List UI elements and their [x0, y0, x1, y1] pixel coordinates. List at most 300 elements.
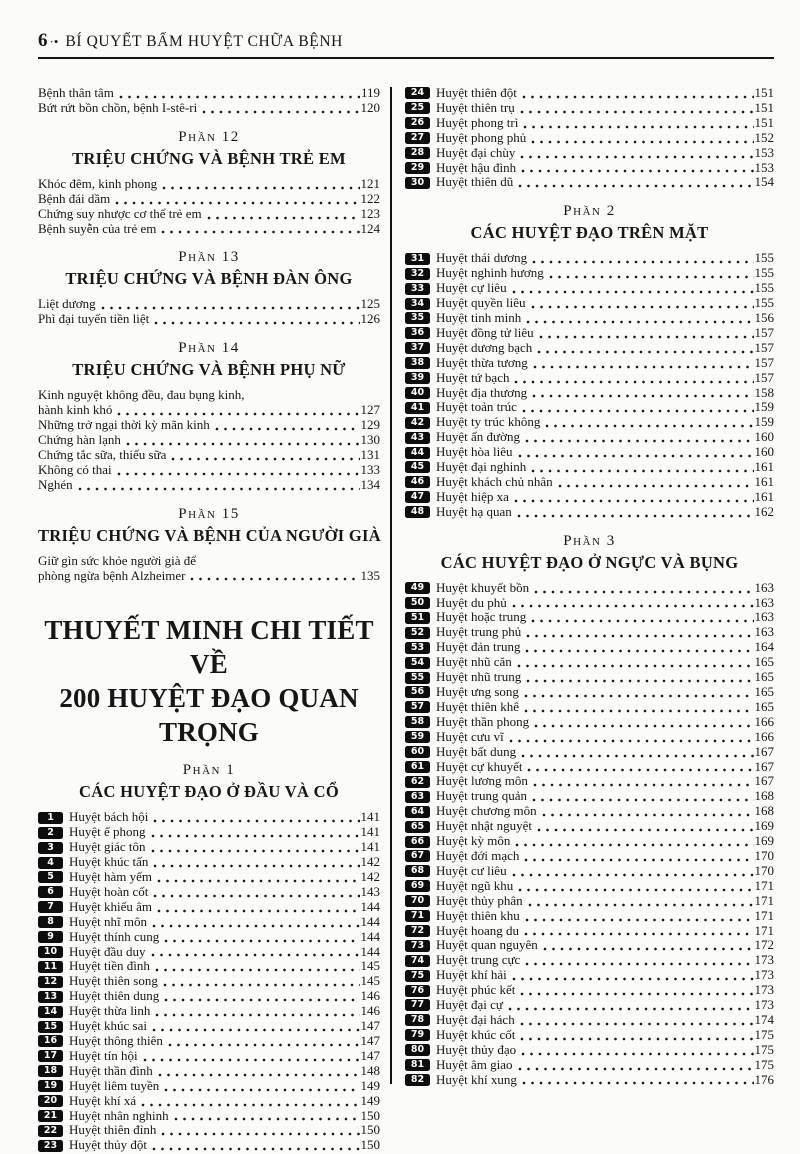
entry-page-number: 173 [754, 982, 774, 998]
entry-number-badge: 32 [405, 268, 430, 280]
entry-page-number: 145 [360, 958, 380, 974]
dot-leader [518, 454, 754, 458]
entry-label: Huyệt liêm tuyền [69, 1077, 160, 1093]
entry-label: Huyệt khuyết bồn [436, 579, 530, 595]
toc-entry [405, 730, 774, 745]
entry-page-number: 161 [754, 488, 774, 504]
entry-label-first-line: Giữ gìn sức khỏe người già để [38, 552, 196, 568]
entry-number-badge: 9 [38, 931, 63, 943]
toc-entry [405, 1043, 774, 1058]
dot-leader [526, 320, 753, 324]
dot-leader [520, 1022, 754, 1026]
entry-label: Huyệt khí xá [69, 1092, 137, 1108]
entry-label: Huyệt khí xung [436, 1071, 517, 1087]
entry-page-number: 169 [754, 833, 774, 849]
toc-entry [405, 371, 774, 386]
entry-number-badge: 34 [405, 298, 430, 310]
entry-number-badge: 49 [405, 582, 430, 594]
entry-number-badge: 23 [38, 1140, 63, 1152]
entry-label: Huyệt chương môn [436, 803, 537, 819]
entry-page-number: 153 [754, 144, 774, 160]
entry-number-badge: 16 [38, 1035, 63, 1047]
entry-number-badge: 51 [405, 612, 430, 624]
entry-number-badge: 36 [405, 327, 430, 339]
entry-label: Huyệt thủy đột [69, 1137, 147, 1153]
toc-entry [405, 670, 774, 685]
entry-page-number: 148 [360, 1062, 380, 1078]
entry-number-badge: 60 [405, 746, 430, 758]
dot-leader [524, 694, 754, 698]
entry-page-number: 130 [360, 431, 380, 447]
dot-leader [528, 903, 754, 907]
entry-label: Huyệt thiên song [69, 973, 158, 989]
toc-entry [38, 403, 380, 418]
entry-page-number: 131 [360, 446, 380, 462]
entry-page-number: 123 [360, 205, 380, 221]
part-label: Phần 2 [563, 203, 616, 220]
toc-entry [405, 281, 774, 296]
entry-page-number: 163 [754, 609, 774, 625]
entry-number-badge: 59 [405, 731, 430, 743]
toc-entry [405, 146, 774, 161]
entry-label: Huyệt phúc kết [436, 982, 516, 998]
toc-entry [405, 1013, 774, 1028]
entry-label: Huyệt phong trì [436, 114, 519, 130]
toc-columns [38, 85, 774, 1154]
dot-leader [512, 604, 754, 608]
entry-label: Khóc đêm, kinh phong [38, 175, 158, 191]
toc-entry [38, 569, 380, 584]
entry-page-number: 175 [754, 1041, 774, 1057]
dot-leader [531, 469, 753, 473]
volume-title: THUYẾT MINH CHI TIẾT VỀ 200 HUYỆT ĐẠO QUAN TRỌNG [44, 615, 374, 748]
dot-leader [524, 932, 753, 936]
entry-number-badge: 2 [38, 827, 63, 839]
entry-page-number: 165 [754, 684, 774, 699]
entry-number-badge: 31 [405, 253, 430, 265]
dot-leader [117, 472, 360, 476]
header-bullet-icon: ·• [49, 34, 59, 49]
entry-number-badge: 38 [405, 357, 430, 369]
toc-entry [405, 475, 774, 490]
entry-page-number: 156 [754, 309, 774, 325]
toc-entry [38, 312, 380, 327]
part-title: TRIỆU CHỨNG VÀ BỆNH ĐÀN ÔNG [65, 269, 353, 289]
dot-leader [514, 380, 753, 384]
entry-label: Huyệt kỳ môn [436, 833, 511, 849]
dot-leader [153, 819, 359, 823]
entry-page-number: 159 [754, 414, 774, 430]
entry-page-number: 160 [754, 444, 774, 460]
toc-entry [38, 989, 380, 1004]
entry-page-number: 124 [360, 220, 380, 236]
dot-leader [520, 110, 754, 114]
toc-entry [405, 968, 774, 983]
toc-entry [38, 433, 380, 448]
dot-leader [151, 849, 360, 853]
part-title: CÁC HUYỆT ĐẠO Ở NGỰC VÀ BỤNG [440, 552, 739, 572]
toc-entry [405, 640, 774, 655]
entry-label: Huyệt lương môn [436, 773, 528, 789]
entry-number-badge: 35 [405, 312, 430, 324]
dot-leader [539, 335, 754, 339]
dot-leader [520, 992, 753, 996]
dot-leader [164, 939, 359, 943]
dot-leader [512, 290, 754, 294]
entry-label: Bứt rứt bồn chồn, bệnh I-stê-ri [38, 99, 198, 115]
dot-leader [164, 998, 359, 1002]
toc-entry [405, 953, 774, 968]
entry-label: Huyệt nhật nguyệt [436, 818, 533, 834]
entry-label: Chứng hàn lạnh [38, 431, 121, 447]
part-label: Phần 14 [178, 340, 240, 357]
section-heading [38, 129, 380, 169]
toc-entry [405, 415, 774, 430]
toc-entry-group [38, 86, 380, 116]
entry-number-badge: 8 [38, 916, 63, 928]
part-title: CÁC HUYỆT ĐẠO TRÊN MẶT [470, 223, 709, 243]
toc-entry [405, 760, 774, 775]
entry-page-number: 157 [754, 369, 774, 385]
entry-page-number: 167 [754, 758, 774, 774]
toc-entry [38, 297, 380, 312]
dot-leader [154, 321, 359, 325]
entry-number-badge: 14 [38, 1006, 63, 1018]
toc-entry [405, 161, 774, 176]
entry-number-badge: 33 [405, 283, 430, 295]
entry-page-number: 147 [360, 1033, 380, 1048]
entry-page-number: 127 [360, 402, 380, 418]
entry-page-number: 161 [754, 473, 774, 489]
dot-leader [531, 140, 753, 144]
entry-label: Huyệt nhĩ môn [69, 913, 147, 929]
dot-leader [533, 783, 754, 787]
toc-column-right [392, 85, 774, 1154]
entry-label: Bệnh thân tâm [38, 85, 114, 100]
toc-entry [405, 296, 774, 311]
dot-leader [115, 201, 359, 205]
dot-leader [202, 110, 359, 114]
entry-page-number: 144 [360, 928, 380, 944]
entry-label: Huyệt tín hội [69, 1047, 138, 1063]
entry-label: Huyệt thừa tương [436, 354, 528, 370]
entry-page-number: 150 [360, 1107, 380, 1123]
entry-number-badge: 81 [405, 1059, 430, 1071]
toc-entry [405, 700, 774, 715]
toc-entry [405, 804, 774, 819]
dot-leader [520, 1037, 753, 1041]
entry-label: Huyệt cự liêu [436, 280, 507, 296]
toc-entry [405, 685, 774, 700]
toc-entry [38, 1138, 380, 1153]
dot-leader [168, 1043, 360, 1047]
toc-entry-group [38, 297, 380, 327]
entry-label: Huyệt nghinh hương [436, 265, 544, 281]
entry-label: Huyệt trung phủ [436, 624, 522, 640]
entry-label: Huyệt đại hách [436, 1011, 515, 1027]
toc-entry [405, 924, 774, 939]
entry-page-number: 163 [754, 624, 774, 640]
entry-page-number: 147 [360, 1047, 380, 1063]
entry-label: Không có thai [38, 461, 112, 477]
entry-number-badge: 5 [38, 871, 63, 883]
entry-label: Huyệt khúc sai [69, 1018, 147, 1034]
entry-number-badge: 19 [38, 1080, 63, 1092]
entry-label: Huyệt thần phong [436, 713, 530, 729]
entry-label: Huyệt khách chủ nhân [436, 473, 553, 489]
entry-number-badge: 1 [38, 812, 63, 824]
toc-entry [405, 1028, 774, 1043]
entry-number-badge: 54 [405, 657, 430, 669]
entry-number-badge: 27 [405, 132, 430, 144]
entry-page-number: 171 [754, 892, 774, 908]
entry-number-badge: 24 [405, 87, 430, 99]
entry-number-badge: 67 [405, 850, 430, 862]
toc-entry [38, 192, 380, 207]
entry-page-number: 152 [754, 129, 774, 145]
entry-number-badge: 74 [405, 955, 430, 967]
entry-number-badge: 44 [405, 447, 430, 459]
entry-label: Huyệt hoang du [436, 922, 520, 938]
entry-page-number: 143 [360, 883, 380, 899]
entry-label: Huyệt địa thương [436, 384, 528, 400]
entry-label: Huyệt hoặc trung [436, 609, 527, 625]
entry-label: Huyệt thiên dung [69, 988, 160, 1004]
entry-page-number: 171 [754, 907, 774, 923]
toc-entry [38, 900, 380, 915]
entry-page-number: 142 [360, 854, 380, 870]
toc-entry [38, 1004, 380, 1019]
entry-label: Huyệt thiên trụ [436, 99, 515, 115]
toc-entry [38, 463, 380, 478]
entry-label: Huyệt thái dương [436, 250, 528, 266]
toc-entry [38, 885, 380, 900]
entry-page-number: 150 [360, 1122, 380, 1138]
entry-page-number: 165 [754, 698, 774, 714]
entry-number-badge: 11 [38, 961, 63, 973]
toc-entry [38, 1094, 380, 1109]
entry-label: Huyệt ấn đường [436, 429, 520, 445]
entry-number-badge: 63 [405, 791, 430, 803]
entry-label: Huyệt nhũ trung [436, 669, 522, 685]
dot-leader [532, 260, 753, 264]
entry-page-number: 151 [754, 114, 774, 130]
toc-entry [405, 311, 774, 326]
entry-page-number: 168 [754, 788, 774, 804]
entry-number-badge: 29 [405, 162, 430, 174]
entry-label: Huyệt hoàn cốt [69, 883, 149, 899]
entry-number-badge: 58 [405, 716, 430, 728]
toc-entry [405, 625, 774, 640]
dot-leader [524, 709, 753, 713]
entry-page-number: 141 [360, 824, 380, 840]
toc-entry [405, 789, 774, 804]
dot-leader [157, 879, 359, 883]
dot-leader [558, 484, 754, 488]
entry-label: Bệnh đái dầm [38, 190, 111, 206]
toc-entry-group [405, 86, 774, 190]
entry-label: Huyệt cư liêu [436, 862, 507, 878]
toc-entry [405, 505, 774, 520]
toc-entry [405, 938, 774, 953]
entry-label: Huyệt đản trung [436, 639, 521, 655]
entry-number-badge: 39 [405, 372, 430, 384]
part-title: TRIỆU CHỨNG VÀ BỆNH PHỤ NỮ [72, 360, 346, 380]
entry-label: Huyệt du phủ [436, 594, 507, 610]
entry-label: Huyệt trung cực [436, 952, 521, 968]
dot-leader [161, 230, 359, 234]
entry-page-number: 146 [360, 1003, 380, 1019]
dot-leader [545, 424, 753, 428]
dot-leader [518, 184, 753, 188]
entry-label: Huyệt khúc tấn [69, 854, 149, 870]
entry-number-badge: 75 [405, 970, 430, 982]
dot-leader [549, 275, 754, 279]
entry-page-number: 151 [754, 99, 774, 115]
entry-number-badge: 28 [405, 147, 430, 159]
dot-leader [119, 95, 360, 99]
entry-label: Huyệt thiên khu [436, 907, 520, 923]
entry-label: Huyệt quan nguyên [436, 937, 538, 953]
entry-number-badge: 45 [405, 461, 430, 473]
entry-number-badge: 41 [405, 402, 430, 414]
toc-entry [405, 581, 774, 596]
entry-label: Huyệt đới mạch [436, 847, 520, 863]
toc-entry [38, 1064, 380, 1079]
entry-number-badge: 78 [405, 1014, 430, 1026]
entry-label: Huyệt tiền đình [69, 958, 150, 974]
entry-label: Huyệt thừa linh [69, 1003, 151, 1019]
entry-page-number: 159 [754, 399, 774, 415]
part-title: TRIỆU CHỨNG VÀ BỆNH TRẺ EM [72, 148, 346, 168]
entry-page-number: 172 [754, 937, 774, 953]
toc-entry [405, 131, 774, 146]
part-label: Phần 15 [178, 505, 240, 522]
entry-page-number: 160 [754, 429, 774, 445]
entry-number-badge: 10 [38, 946, 63, 958]
toc-entry [405, 864, 774, 879]
entry-page-number: 125 [360, 296, 380, 312]
entry-page-number: 142 [360, 869, 380, 885]
dot-leader [164, 1088, 359, 1092]
entry-page-number: 129 [360, 417, 380, 433]
entry-label: Huyệt thủy đạo [436, 1041, 517, 1057]
entry-label: Huyệt thiên đột [436, 85, 517, 100]
entry-label: hành kinh khó [38, 402, 113, 418]
toc-entry [38, 478, 380, 493]
entry-page-number: 175 [754, 1026, 774, 1042]
dot-leader [523, 125, 753, 129]
entry-label: Huyệt hàm yếm [69, 869, 153, 885]
entry-page-number: 149 [360, 1092, 380, 1108]
entry-number-badge: 22 [38, 1125, 63, 1137]
dot-leader [78, 487, 360, 491]
toc-entry [405, 1073, 774, 1088]
toc-entry [405, 251, 774, 266]
entry-page-number: 147 [360, 1018, 380, 1034]
dot-leader [521, 754, 753, 758]
dot-leader [531, 305, 754, 309]
entry-label: Huyệt khí hải [436, 967, 507, 983]
entry-number-badge: 46 [405, 476, 430, 488]
toc-entry [38, 1034, 380, 1049]
entry-page-number: 173 [754, 952, 774, 968]
dot-leader [521, 169, 753, 173]
entry-page-number: 145 [360, 973, 380, 989]
toc-entry [405, 490, 774, 505]
dot-leader [517, 514, 754, 518]
dot-leader [534, 590, 753, 594]
entry-label: Huyệt thiên khê [436, 698, 520, 714]
entry-label: Chứng tắc sữa, thiếu sữa [38, 446, 167, 462]
dot-leader [525, 649, 753, 653]
entry-page-number: 162 [754, 503, 774, 519]
toc-entry [38, 1019, 380, 1034]
entry-label: Huyệt tinh minh [436, 309, 522, 325]
entry-label: Huyệt âm giao [436, 1056, 513, 1072]
entry-page-number: 173 [754, 967, 774, 983]
entry-page-number: 164 [754, 639, 774, 655]
entry-number-badge: 76 [405, 985, 430, 997]
entry-number-badge: 80 [405, 1044, 430, 1056]
toc-entry [405, 86, 774, 101]
toc-entry [405, 834, 774, 849]
dot-leader [141, 1103, 359, 1107]
entry-page-number: 170 [754, 862, 774, 878]
entry-number-badge: 6 [38, 886, 63, 898]
dot-leader [152, 1028, 360, 1032]
toc-entry [38, 1049, 380, 1064]
entry-label: Huyệt ưng song [436, 684, 519, 699]
toc-entry [38, 86, 380, 101]
entry-number-badge: 66 [405, 836, 430, 848]
toc-entry [405, 326, 774, 341]
entry-number-badge: 7 [38, 901, 63, 913]
toc-entry [405, 175, 774, 190]
entry-number-badge: 47 [405, 491, 430, 503]
entry-label: Huyệt quyền liêu [436, 295, 526, 311]
toc-entry [38, 207, 380, 222]
entry-number-badge: 42 [405, 417, 430, 429]
dot-leader [152, 1147, 360, 1151]
toc-entry [405, 983, 774, 998]
dot-leader [158, 1073, 360, 1077]
toc-entry [405, 116, 774, 131]
entry-number-badge: 64 [405, 806, 430, 818]
entry-number-badge: 57 [405, 701, 430, 713]
toc-entry [405, 386, 774, 401]
dot-leader [526, 634, 753, 638]
entry-number-badge: 62 [405, 776, 430, 788]
section-heading [405, 203, 774, 243]
entry-page-number: 171 [754, 922, 774, 938]
entry-number-badge: 79 [405, 1029, 430, 1041]
dot-leader [525, 918, 754, 922]
entry-label: Huyệt giác tôn [69, 839, 146, 855]
entry-number-badge: 71 [405, 910, 430, 922]
toc-entry [405, 894, 774, 909]
part-title: TRIỆU CHỨNG VÀ BỆNH CỦA NGƯỜI GIÀ [38, 525, 381, 545]
entry-label: Huyệt trung quản [436, 788, 527, 804]
dot-leader [512, 977, 754, 981]
entry-number-badge: 26 [405, 117, 430, 129]
dot-leader [143, 1058, 360, 1062]
toc-entry [405, 430, 774, 445]
entry-page-number: 155 [754, 265, 774, 281]
entry-number-badge: 70 [405, 895, 430, 907]
entry-number-badge: 4 [38, 857, 63, 869]
section-heading [405, 533, 774, 573]
